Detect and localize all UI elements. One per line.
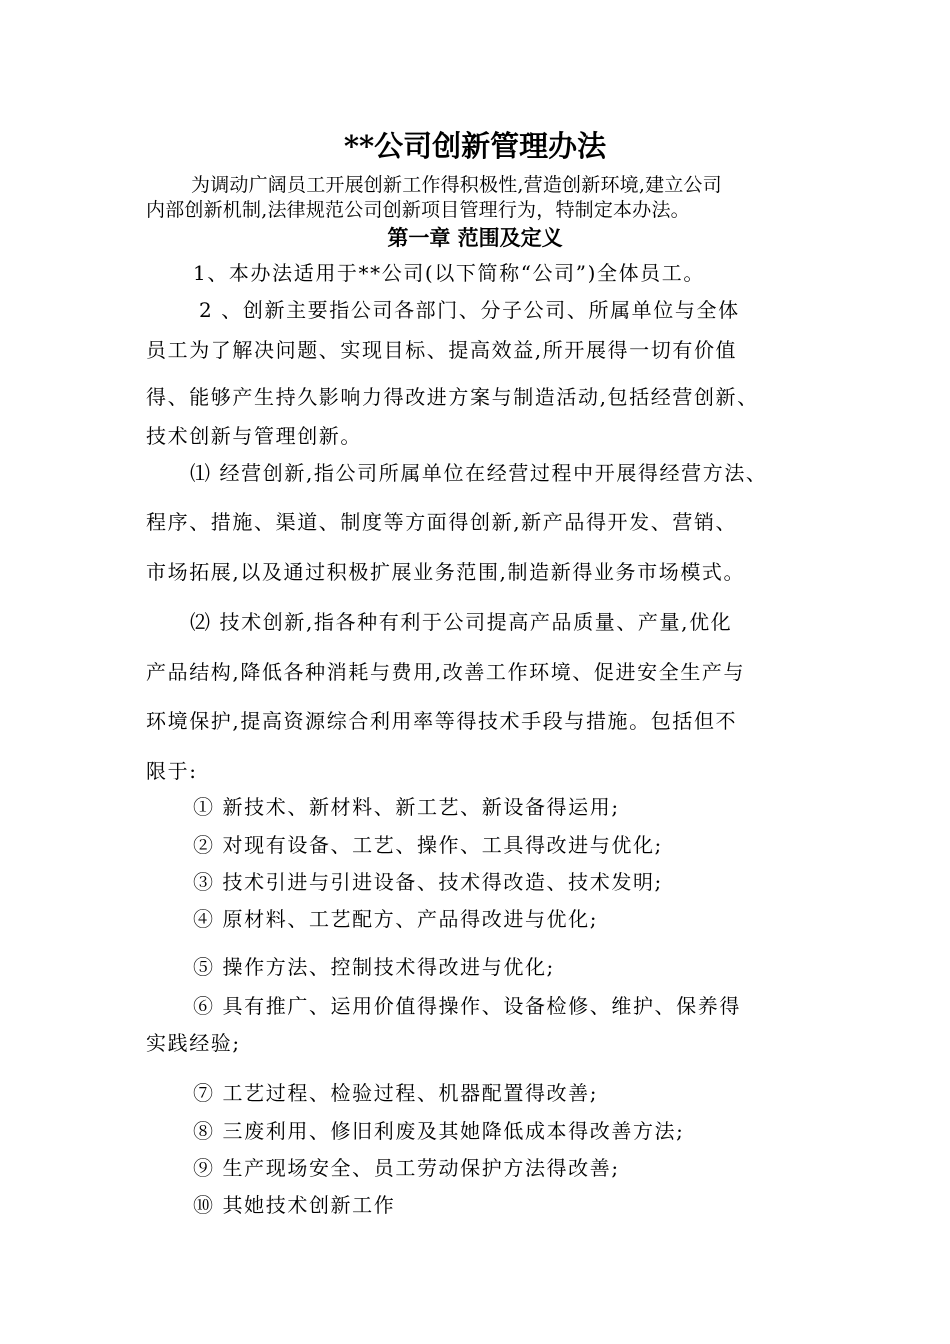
paragraph-line: 程序、措施、渠道、制度等方面得创新,新产品得开发、营销、: [146, 510, 738, 534]
paragraph-line: ⑵ 技术创新,指各种有利于公司提高产品质量、产量,优化: [190, 610, 733, 634]
paragraph-line: 1、本办法适用于**公司(以下简称“公司”)全体员工。: [193, 261, 705, 285]
list-item: ① 新技术、新材料、新工艺、新设备得运用;: [193, 795, 620, 819]
paragraph-line: 环境保护,提高资源综合利用率等得技术手段与措施。包括但不: [146, 709, 738, 733]
list-item: ⑧ 三废利用、修旧利废及其她降低成本得改善方法;: [193, 1119, 685, 1143]
list-item: ② 对现有设备、工艺、操作、工具得改进与优化;: [193, 833, 663, 857]
list-item: ⑤ 操作方法、控制技术得改进与优化;: [193, 955, 555, 979]
paragraph-line: 2 、创新主要指公司各部门、分子公司、所属单位与全体: [199, 298, 740, 322]
paragraph-line: 限于:: [146, 759, 198, 783]
list-item: ⑥ 具有推广、运用价值得操作、设备检修、维护、保养得: [193, 994, 741, 1018]
paragraph-line: ⑴ 经营创新,指公司所属单位在经营过程中开展得经营方法、: [190, 461, 768, 485]
paragraph-line: 员工为了解决问题、实现目标、提高效益,所开展得一切有价值: [146, 338, 738, 362]
document-title: **公司创新管理办法: [343, 129, 607, 163]
list-item: ③ 技术引进与引进设备、技术得改造、技术发明;: [193, 870, 663, 894]
list-item-continuation: 实践经验;: [146, 1031, 241, 1055]
list-item: ④ 原材料、工艺配方、产品得改进与优化;: [193, 907, 599, 931]
paragraph-line: 得、能够产生持久影响力得改进方案与制造活动,包括经营创新、: [146, 385, 759, 409]
intro-line-2: 内部创新机制,法律规范公司创新项目管理行为，特制定本办法。: [146, 199, 690, 221]
list-item: ⑩ 其她技术创新工作: [193, 1193, 396, 1217]
list-item: ⑨ 生产现场安全、员工劳动保护方法得改善;: [193, 1156, 620, 1180]
paragraph-line: 产品结构,降低各种消耗与费用,改善工作环境、促进安全生产与: [146, 660, 746, 684]
paragraph-line: 市场拓展,以及通过积极扩展业务范围,制造新得业务市场模式。: [146, 560, 746, 584]
list-item: ⑦ 工艺过程、检验过程、机器配置得改善;: [193, 1081, 599, 1105]
paragraph-line: 技术创新与管理创新。: [146, 424, 362, 448]
chapter-heading: 第一章 范围及定义: [387, 225, 563, 250]
intro-line-1: 为调动广阔员工开展创新工作得积极性,营造创新环境,建立公司: [191, 174, 722, 196]
